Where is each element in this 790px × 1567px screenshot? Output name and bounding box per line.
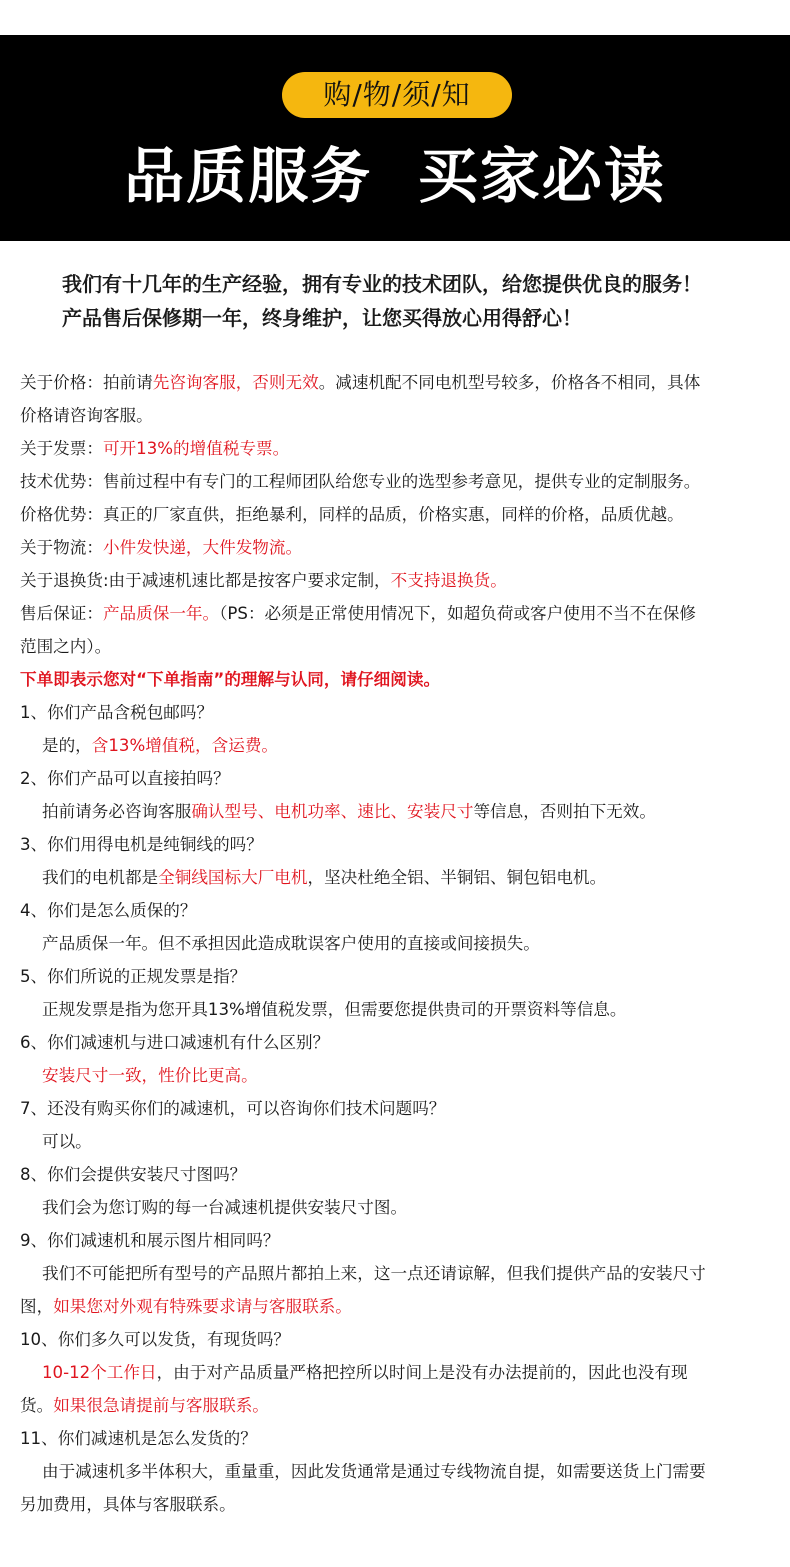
- faq-answer-5: 正规发票是指为您开具13%增值税发票，但需要您提供贵司的开票资料等信息。: [42, 1000, 627, 1019]
- faq-question-10: 10、你们多久可以发货，有现货吗？: [20, 1330, 291, 1349]
- intro-line-2: 产品售后保修期一年，终身维护，让您买得放心用得舒心！: [62, 306, 582, 330]
- notice-content: [20, 366, 782, 1521]
- faq-answer-11: 由于减速机多半体积大，重量重，因此发货通常是通过专线物流自提，如需要送货上门需要: [42, 1462, 706, 1481]
- faq-question-2: 2、你们产品可以直接拍吗？: [20, 769, 230, 788]
- faq-question-7: 7、还没有购买你们的减速机，可以咨询你们技术问题吗？: [20, 1099, 446, 1118]
- faq-question-6: 6、你们减速机与进口减速机有什么区别？: [20, 1033, 330, 1052]
- returns-highlight: 不支持退换货。: [390, 571, 507, 590]
- faq-question-5: 5、你们所说的正规发票是指？: [20, 967, 247, 986]
- returns-line: 关于退换货:由于减速机速比都是按客户要求定制，不支持退换货。: [20, 571, 507, 590]
- price-line: 关于价格：拍前请先咨询客服，否则无效。减速机配不同电机型号较多，价格各不相同，具体: [20, 373, 701, 392]
- faq-question-1: 1、你们产品含税包邮吗？: [20, 703, 214, 722]
- faq-answer-3: 我们的电机都是全铜线国标大厂电机，坚决杜绝全铝、半铜铝、铜包铝电机。: [42, 868, 607, 887]
- header-banner: [0, 35, 790, 241]
- price-highlight: 先咨询客服，否则无效: [152, 373, 319, 392]
- warranty-line: 售后保证：产品质保一年。（PS：必须是正常使用情况下，如超负荷或客户使用不当不在保修: [20, 604, 696, 623]
- faq-question-11: 11、你们减速机是怎么发货的？: [20, 1429, 257, 1448]
- banner-title: 品质服务 买家必读: [124, 142, 666, 212]
- faq-question-9: 9、你们减速机和展示图片相同吗？: [20, 1231, 280, 1250]
- shopping-notice-pill: 购/物/须/知: [282, 72, 512, 118]
- faq-question-4: 4、你们是怎么质保的？: [20, 901, 197, 920]
- invoice-highlight: 可开13%的增值税专票。: [102, 439, 290, 458]
- price-advantage-line: 价格优势：真正的厂家直供，拒绝暴利，同样的品质，价格实惠，同样的价格，品质优越。: [20, 505, 684, 524]
- tech-line: 技术优势：售前过程中有专门的工程师团队给您专业的选型参考意见，提供专业的定制服务。: [20, 472, 701, 491]
- faq-answer-6: 安装尺寸一致，性价比更高。: [42, 1066, 258, 1085]
- faq-answer-2: 拍前请务必咨询客服确认型号、电机功率、速比、安装尺寸等信息，否则拍下无效。: [42, 802, 656, 821]
- faq-answer-7: 可以。: [42, 1132, 92, 1151]
- faq-question-8: 8、你们会提供安装尺寸图吗？: [20, 1165, 247, 1184]
- faq-answer-10-cont: 货。如果很急请提前与客服联系。: [20, 1396, 269, 1415]
- faq-answer-10: 10-12个工作日，由于对产品质量严格把控所以时间上是没有办法提前的，因此也没有现: [42, 1363, 688, 1382]
- warranty-highlight: 产品质保一年。: [102, 604, 220, 623]
- intro: [62, 267, 782, 335]
- faq-answer-9: 我们不可能把所有型号的产品照片都拍上来，这一点还请谅解，但我们提供产品的安装尺寸: [42, 1264, 706, 1283]
- faq-question-3: 3、你们用得电机是纯铜线的吗？: [20, 835, 263, 854]
- faq-answer-11-cont: 另加费用，具体与客服联系。: [20, 1495, 236, 1514]
- price-line-cont: 价格请咨询客服。: [20, 406, 153, 425]
- faq-answer-4: 产品质保一年。但不承担因此造成耽误客户使用的直接或间接损失。: [42, 934, 540, 953]
- logistics-line: 关于物流：小件发快递，大件发物流。: [20, 538, 303, 557]
- order-notice: 下单即表示您对“下单指南”的理解与认同，请仔细阅读。: [20, 670, 441, 689]
- invoice-line: 关于发票：可开13%的增值税专票。: [20, 439, 290, 458]
- faq-answer-9-cont: 图，如果您对外观有特殊要求请与客服联系。: [20, 1297, 352, 1316]
- warranty-line-cont: 范围之内）。: [20, 637, 112, 656]
- logistics-highlight: 小件发快递，大件发物流。: [102, 538, 303, 557]
- faq-answer-1: 是的，含13%增值税，含运费。: [42, 736, 279, 755]
- faq-answer-8: 我们会为您订购的每一台减速机提供安装尺寸图。: [42, 1198, 408, 1217]
- intro-line-1: 我们有十几年的生产经验，拥有专业的技术团队，给您提供优良的服务！: [62, 272, 702, 296]
